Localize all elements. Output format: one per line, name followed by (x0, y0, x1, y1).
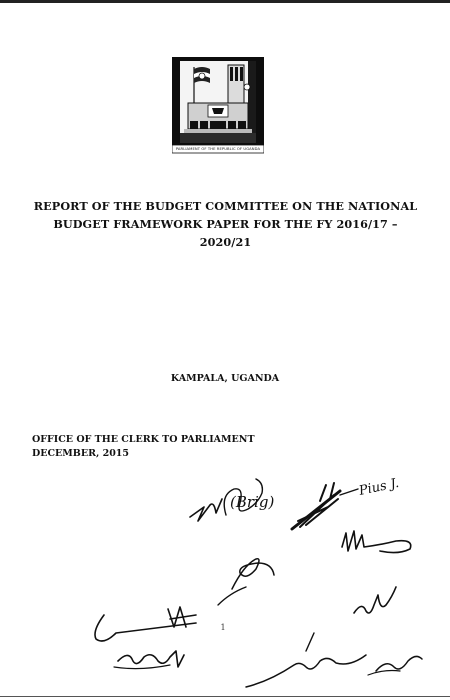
logo-caption: PARLIAMENT OF THE REPUBLIC OF UGANDA (175, 147, 261, 151)
report-title (28, 197, 423, 251)
page-bottom-edge (0, 696, 450, 697)
signature-4 (218, 559, 274, 605)
signature-6 (95, 607, 196, 641)
parliament-building-icon (172, 57, 264, 157)
page-number: 1 (220, 623, 226, 632)
report-date: DECEMBER, 2015 (32, 447, 130, 459)
signature-1 (190, 479, 274, 521)
signature-8 (246, 633, 366, 687)
signature-3 (342, 531, 411, 553)
signature-7 (114, 651, 184, 669)
signature-9 (368, 656, 422, 675)
signature-2-text: Pius J. (357, 475, 401, 499)
office-name: OFFICE OF THE CLERK TO PARLIAMENT (32, 434, 255, 445)
signature-5 (354, 587, 396, 613)
report-title-line-1: REPORT OF THE BUDGET COMMITTEE ON THE NATIONAL (33, 199, 418, 213)
signature-2 (292, 476, 400, 529)
signatures-area (0, 455, 450, 695)
page-top-edge (0, 0, 450, 3)
location-text: KAMPALA, UGANDA (170, 373, 280, 384)
report-title-line-2: BUDGET FRAMEWORK PAPER FOR THE FY 2016/17 – 2020/21 (53, 217, 398, 249)
parliament-logo (172, 57, 264, 157)
signature-1-text: (Brig) (230, 493, 275, 511)
